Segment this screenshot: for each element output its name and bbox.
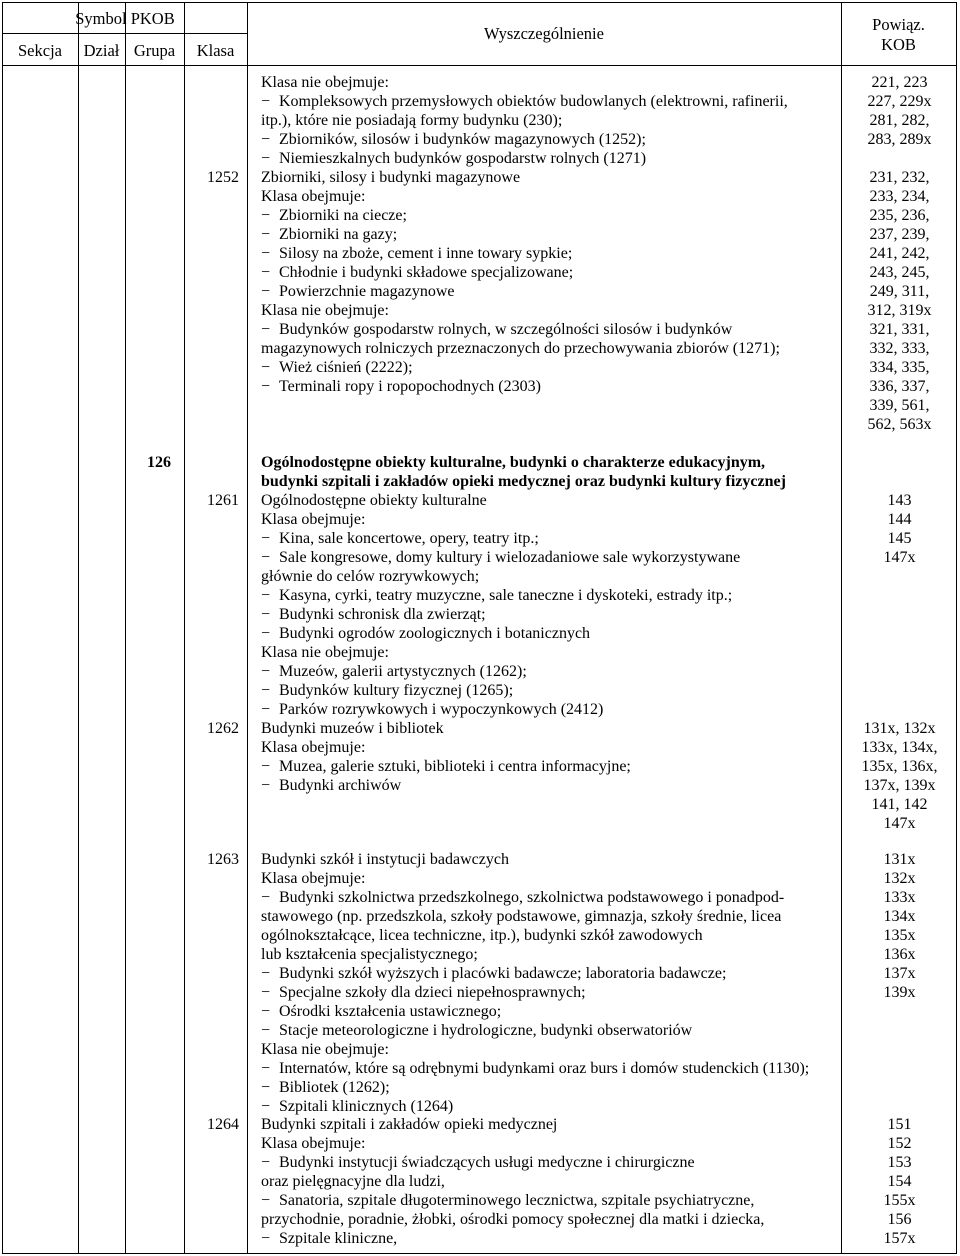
kob-code: 336, 337, (869, 378, 930, 395)
table-border-top (2, 2, 957, 3)
dash-bullet-icon (261, 1060, 279, 1077)
kob-code: 281, 282, (869, 112, 930, 129)
kob-code: 156 (887, 1211, 912, 1228)
list-item-text: Szpitali klinicznych (1264) (279, 1098, 454, 1115)
description-line: Klasa obejmuje: (261, 1135, 366, 1152)
col-divider (247, 2, 248, 1254)
dash-bullet-icon (261, 549, 279, 566)
dash-bullet-icon (261, 93, 279, 110)
kob-code: 131x (883, 851, 916, 868)
kob-code: 332, 333, (869, 340, 930, 357)
kob-code: 241, 242, (869, 245, 930, 262)
kob-code: 151 (887, 1116, 912, 1133)
kob-code: 243, 245, (869, 264, 930, 281)
group-heading-line: Ogólnodostępne obiekty kulturalne, budynki o charakterze edukacyjnym, (261, 454, 766, 471)
list-item-text: Szpitale kliniczne, (279, 1230, 398, 1247)
dash-bullet-icon (261, 1154, 279, 1171)
list-item (261, 888, 784, 907)
description-line: magazynowych rolniczych przeznaczonych do przechowywania zbiorów (1271); (261, 340, 780, 357)
list-item (261, 358, 413, 377)
list-item (261, 225, 397, 244)
list-item (261, 605, 486, 624)
list-item (261, 1021, 692, 1040)
list-item (261, 377, 541, 396)
description-line: Klasa nie obejmuje: (261, 1041, 389, 1058)
list-item (261, 1153, 695, 1172)
kob-code: 147x (883, 549, 916, 566)
description-line: stawowego (np. przedszkola, szkoły podstawowe, gimnazja, szkoły średnie, licea (261, 908, 782, 925)
kob-code: 339, 561, (869, 397, 930, 414)
kob-code: 133x (883, 889, 916, 906)
description-line: Klasa obejmuje: (261, 511, 366, 528)
kob-code: 157x (883, 1230, 916, 1247)
list-item-text: Niemieszkalnych budynków gospodarstw rolnych (1271) (279, 150, 647, 167)
klasa-code-1263: 1263 (207, 851, 239, 868)
list-item (261, 263, 573, 282)
list-item-text: Internatów, które są odrębnymi budynkami oraz burs i domów studenckich (1130); (279, 1060, 810, 1077)
list-item (261, 624, 590, 643)
description-line: głównie do celów rozrywkowych; (261, 568, 480, 585)
dash-bullet-icon (261, 530, 279, 547)
dash-bullet-icon (261, 606, 279, 623)
description-line: oraz pielęgnacyjne dla ludzi, (261, 1173, 445, 1190)
header-powiaz: Powiąz. (872, 15, 925, 34)
list-item (261, 548, 740, 567)
list-item-text: Budynków kultury fizycznej (1265); (279, 682, 514, 699)
list-item (261, 662, 527, 681)
kob-code: 144 (887, 511, 912, 528)
header-wyszczegolnienie: Wyszczególnienie (484, 24, 604, 43)
col-divider (125, 2, 126, 1254)
list-item-text: Sanatoria, szpitale długoterminowego lecznictwa, szpitale psychiatryczne, (279, 1192, 755, 1209)
header-symbol-pkob: Symbol PKOB (75, 9, 175, 28)
klasa-code-1252: 1252 (207, 169, 239, 186)
kob-code: 139x (883, 984, 916, 1001)
dash-bullet-icon (261, 245, 279, 262)
list-item-text: Budynki szkół wyższych i placówki badawcze; laboratoria badawcze; (279, 965, 727, 982)
list-item-text: Terminali ropy i ropopochodnych (2303) (279, 378, 541, 395)
kob-code: 141, 142 (871, 796, 928, 813)
description-line: Klasa nie obejmuje: (261, 74, 389, 91)
list-item-text: Kompleksowych przemysłowych obiektów budowlanych (elektrowni, rafinerii, (279, 93, 788, 110)
dash-bullet-icon (261, 321, 279, 338)
list-item-text: Sale kongresowe, domy kultury i wielozadaniowe sale wykorzystywane (279, 549, 741, 566)
list-item-text: Zbiorniki na ciecze; (279, 207, 407, 224)
description-line: Klasa nie obejmuje: (261, 644, 389, 661)
header-grupa: Grupa (133, 41, 176, 60)
list-item-text: Stacje meteorologiczne i hydrologiczne, budynki obserwatoriów (279, 1022, 693, 1039)
list-item (261, 1097, 453, 1116)
dash-bullet-icon (261, 682, 279, 699)
kob-code: 227, 229x (867, 93, 932, 110)
list-item-text: Budynki szkolnictwa przedszkolnego, szkolnictwa podstawowego i ponadpod- (279, 889, 785, 906)
kob-code: 131x, 132x (863, 720, 936, 737)
header-sekcja: Sekcja (18, 41, 62, 60)
list-item-text: Budynki ogrodów zoologicznych i botanicznych (279, 625, 591, 642)
dash-bullet-icon (261, 359, 279, 376)
kob-code: 155x (883, 1192, 916, 1209)
dash-bullet-icon (261, 1079, 279, 1096)
list-item (261, 983, 586, 1002)
kob-code: 312, 319x (867, 302, 932, 319)
dash-bullet-icon (261, 777, 279, 794)
header-kob: KOB (881, 35, 916, 54)
list-item (261, 529, 539, 548)
list-item (261, 681, 513, 700)
dash-bullet-icon (261, 587, 279, 604)
kob-code: 233, 234, (869, 188, 930, 205)
list-item-text: Ośrodki kształcenia ustawicznego; (279, 1003, 502, 1020)
kob-code: 135x, 136x, (861, 758, 938, 775)
kob-code: 235, 236, (869, 207, 930, 224)
list-item (261, 1078, 390, 1097)
kob-code: 133x, 134x, (861, 739, 938, 756)
klasa-code-1264: 1264 (207, 1116, 239, 1133)
kob-code: 147x (883, 815, 916, 832)
kob-code: 237, 239, (869, 226, 930, 243)
list-item-text: Silosy na zboże, cement i inne towary sypkie; (279, 245, 573, 262)
list-item (261, 244, 572, 263)
dash-bullet-icon (261, 701, 279, 718)
list-item-text: Zbiorniki na gazy; (279, 226, 398, 243)
dash-bullet-icon (261, 226, 279, 243)
dash-bullet-icon (261, 984, 279, 1001)
description-line: Klasa nie obejmuje: (261, 302, 389, 319)
dash-bullet-icon (261, 1098, 279, 1115)
grupa-code-126: 126 (147, 454, 171, 471)
col-divider (184, 2, 185, 1254)
list-item-text: Parków rozrywkowych i wypoczynkowych (2412) (279, 701, 604, 718)
list-item (261, 206, 407, 225)
dash-bullet-icon (261, 131, 279, 148)
list-item-text: Powierzchnie magazynowe (279, 283, 455, 300)
list-item-text: Budynki archiwów (279, 777, 402, 794)
dash-bullet-icon (261, 889, 279, 906)
kob-code: 143 (887, 492, 912, 509)
col-divider (78, 2, 79, 1254)
classification-table (2, 2, 957, 1254)
description-line: lub kształcenia specjalistycznego; (261, 946, 478, 963)
kob-code: 283, 289x (867, 131, 932, 148)
kob-code: 562, 563x (867, 416, 932, 433)
klasa-code-1262: 1262 (207, 720, 239, 737)
description-line: itp.), które nie posiadają formy budynku (230); (261, 112, 563, 129)
header-dzial: Dział (83, 41, 120, 60)
list-item-text: Muzeów, galerii artystycznych (1262); (279, 663, 527, 680)
dash-bullet-icon (261, 264, 279, 281)
list-item (261, 130, 646, 149)
kob-code: 321, 331, (869, 321, 930, 338)
table-border-bottom (2, 1253, 957, 1254)
list-item (261, 320, 732, 339)
dash-bullet-icon (261, 758, 279, 775)
dash-bullet-icon (261, 150, 279, 167)
kob-code: 153 (887, 1154, 912, 1171)
list-item (261, 700, 603, 719)
header-klasa: Klasa (196, 41, 235, 60)
description-line: przychodnie, poradnie, żłobki, ośrodki pomocy społecznej dla matki i dziecka, (261, 1211, 765, 1228)
list-item (261, 282, 454, 301)
list-item-text: Bibliotek (1262); (279, 1079, 390, 1096)
list-item (261, 1002, 501, 1021)
kob-code: 221, 223 (871, 74, 928, 91)
dash-bullet-icon (261, 1022, 279, 1039)
kob-code: 135x (883, 927, 916, 944)
list-item-text: Zbiorników, silosów i budynków magazynowych (1252); (279, 131, 646, 148)
dash-bullet-icon (261, 378, 279, 395)
kob-code: 152 (887, 1135, 912, 1152)
kob-code: 137x, 139x (863, 777, 936, 794)
list-item (261, 586, 732, 605)
header-sub-divider (2, 33, 248, 34)
header-divider (2, 65, 957, 66)
kob-code: 154 (887, 1173, 912, 1190)
group-heading-line: budynki szpitali i zakładów opieki medycznej oraz budynki kultury fizycznej (261, 473, 786, 490)
list-item-text: Kasyna, cyrki, teatry muzyczne, sale taneczne i dyskoteki, estrady itp.; (279, 587, 733, 604)
list-item-text: Chłodnie i budynki składowe specjalizowane; (279, 264, 574, 281)
table-border-left (2, 2, 3, 1254)
dash-bullet-icon (261, 283, 279, 300)
list-item (261, 1191, 754, 1210)
list-item-text: Budynki instytucji świadczących usługi medyczne i chirurgiczne (279, 1154, 695, 1171)
description-line: Ogólnodostępne obiekty kulturalne (261, 492, 487, 509)
dash-bullet-icon (261, 207, 279, 224)
list-item (261, 1059, 809, 1078)
description-line: Klasa obejmuje: (261, 739, 366, 756)
dash-bullet-icon (261, 965, 279, 982)
list-item-text: Budynki schronisk dla zwierząt; (279, 606, 486, 623)
description-line: Klasa obejmuje: (261, 188, 366, 205)
kob-code: 134x (883, 908, 916, 925)
list-item-text: Kina, sale koncertowe, opery, teatry itp.; (279, 530, 539, 547)
list-item (261, 149, 646, 168)
description-line: Klasa obejmuje: (261, 870, 366, 887)
dash-bullet-icon (261, 1003, 279, 1020)
description-line: ogólnokształcące, licea techniczne, itp.), budynki szkół zawodowych (261, 927, 703, 944)
kob-code: 137x (883, 965, 916, 982)
list-item (261, 964, 726, 983)
klasa-code-1261: 1261 (207, 492, 239, 509)
dash-bullet-icon (261, 1230, 279, 1247)
list-item (261, 1229, 397, 1248)
description-line: Budynki muzeów i bibliotek (261, 720, 444, 737)
list-item-text: Specjalne szkoły dla dzieci niepełnosprawnych; (279, 984, 586, 1001)
description-line: Budynki szkół i instytucji badawczych (261, 851, 509, 868)
list-item (261, 776, 401, 795)
kob-code: 249, 311, (869, 283, 930, 300)
kob-code: 145 (887, 530, 912, 547)
kob-code: 231, 232, (869, 169, 930, 186)
kob-code: 334, 335, (869, 359, 930, 376)
list-item-text: Wież ciśnień (2222); (279, 359, 413, 376)
dash-bullet-icon (261, 625, 279, 642)
kob-code: 132x (883, 870, 916, 887)
list-item-text: Budynków gospodarstw rolnych, w szczególności silosów i budynków (279, 321, 733, 338)
description-line: Budynki szpitali i zakładów opieki medycznej (261, 1116, 558, 1133)
description-line: Zbiorniki, silosy i budynki magazynowe (261, 169, 521, 186)
dash-bullet-icon (261, 663, 279, 680)
kob-code: 136x (883, 946, 916, 963)
list-item (261, 92, 788, 111)
list-item-text: Muzea, galerie sztuki, biblioteki i centra informacyjne; (279, 758, 631, 775)
list-item (261, 757, 631, 776)
dash-bullet-icon (261, 1192, 279, 1209)
